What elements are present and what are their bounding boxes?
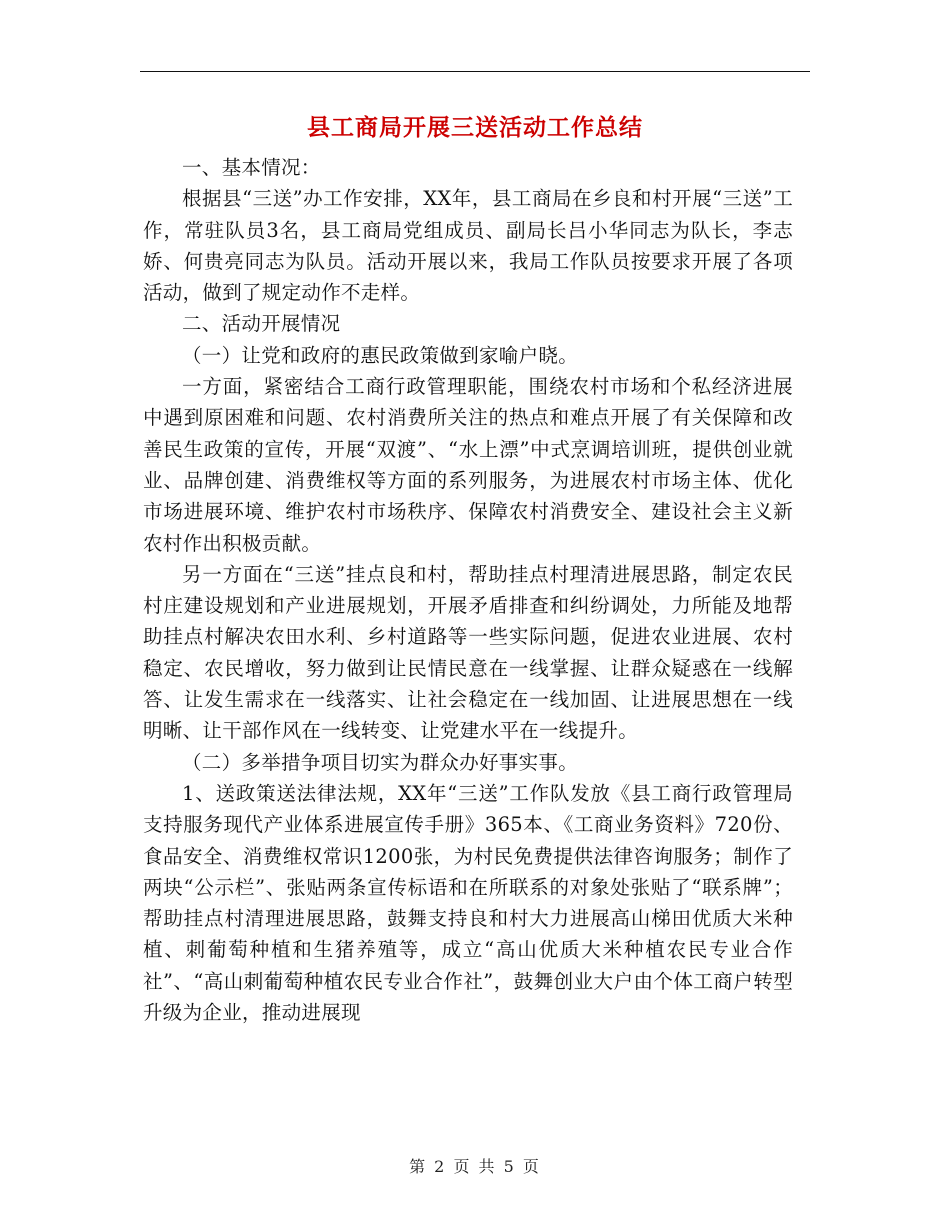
page-number: 第 2 页 共 5 页 xyxy=(409,1157,541,1176)
section-heading-basic: 一、基本情况： xyxy=(182,156,321,179)
document-title: 县工商局开展三送活动工作总结 xyxy=(307,115,643,141)
paragraph: 1、送政策送法律法规，XX年“三送”工作队发放《县工商行政管理局支持服务现代产业体系进展宣传手册》365本、《工商业务资料》720份、食品安全、消费维权常识1200张，为村民免费提供法律咨询服务；制作了两块“公示栏”、张贴两条宣传标语和在所联系的对象处张贴了“联系牌”；帮助挂点村清理进展思路，鼓舞支持良和村大力进展高山梯田优质大米种植、刺葡萄种植和生猪养殖等，成立“高山优质大米种植农民专业合作社”、“高山刺葡萄种植农民专业合作社”，鼓舞创业大户由个体工商户转型升级为企业，推动进展现 xyxy=(143,781,793,1025)
paragraph: 一方面，紧密结合工商行政管理职能，围绕农村市场和个私经济进展中遇到原困难和问题、农村消费所关注的热点和难点开展了有关保障和改善民生政策的宣传，开展“双渡”、“水上漂”中式烹调培训班，提供创业就业、品牌创建、消费维权等方面的系列服务，为进展农村市场主体、优化市场进展环境、维护农村市场秩序、保障农村消费安全、建设社会主义新农村作出积极贡献。 xyxy=(143,375,793,555)
document-body xyxy=(143,152,793,1028)
paragraph: 根据县“三送”办工作安排，XX年，县工商局在乡良和村开展“三送”工作，常驻队员3名，县工商局党组成员、副局长吕小华同志为队长，李志娇、何贵亮同志为队员。活动开展以来，我局工作队员按要求开展了各项活动，做到了规定动作不走样。 xyxy=(143,187,793,305)
header-rule xyxy=(140,71,810,72)
subheading-projects: （二）多举措争项目切实为群众办好事实事。 xyxy=(182,750,579,774)
section-heading-activities: 二、活动开展情况 xyxy=(182,312,341,336)
paragraph: 另一方面在“三送”挂点良和村，帮助挂点村理清进展思路，制定农民村庄建设规划和产业进展规划，开展矛盾排查和纠纷调处，力所能及地帮助挂点村解决农田水利、乡村道路等一些实际问题，促进农业进展、农村稳定、农民增收，努力做到让民情民意在一线掌握、让群众疑惑在一线解答、让发生需求在一线落实、让社会稳定在一线加固、让进展思想在一线明晰、让干部作风在一线转变、让党建水平在一线提升。 xyxy=(143,562,793,743)
subheading-policy: （一）让党和政府的惠民政策做到家喻户晓。 xyxy=(182,343,579,367)
